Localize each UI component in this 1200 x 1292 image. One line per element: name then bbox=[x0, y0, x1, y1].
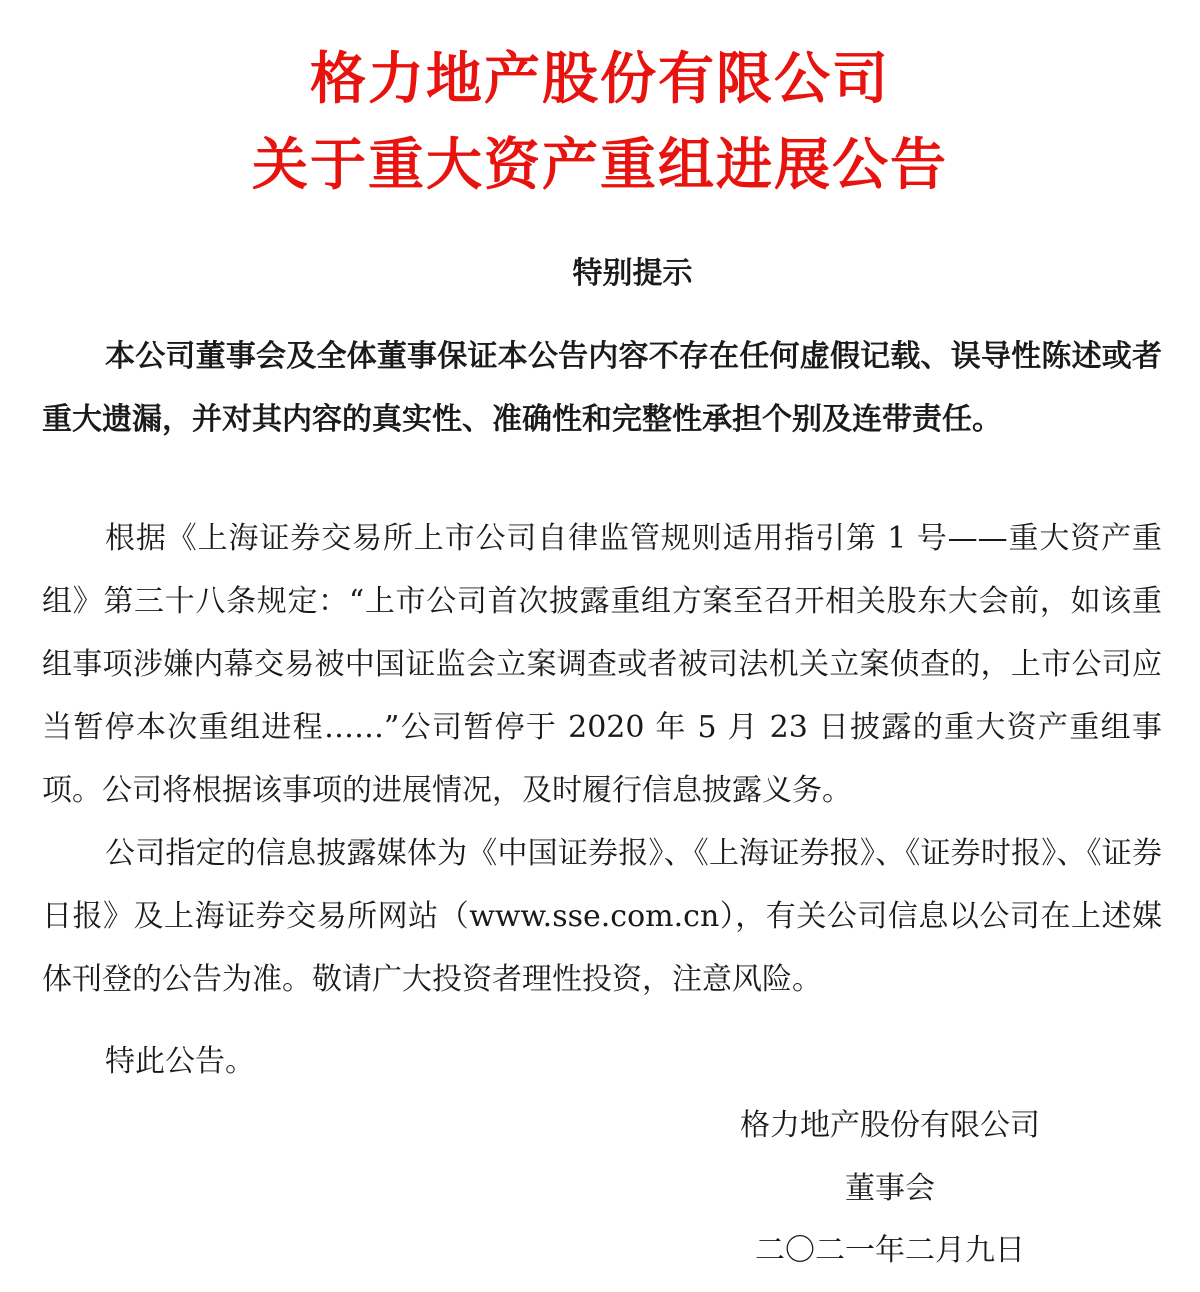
signature-board: 董事会 bbox=[845, 1171, 935, 1206]
body-paragraph-regulation: 根据《上海证券交易所上市公司自律监管规则适用指引第 1 号——重大资产重组》第三十八条规定：“上市公司首次披露重组方案至召开相关股东大会前，如该重组事项涉嫌内幕交易被中国证监会立案调查或者被司法机关立案侦查的，上市公司应当暂停本次重组进程……”公司暂停于 2020 年 5 月 23 日披露的重大资产重组事项。公司将根据该事项的进展情况，及时履行信息披露义务。 bbox=[42, 521, 1162, 808]
board-guarantee-statement: 本公司董事会及全体董事保证本公告内容不存在任何虚假记载、误导性陈述或者重大遗漏，并对其内容的真实性、准确性和完整性承担个别及连带责任。 bbox=[42, 339, 1162, 437]
company-title: 格力地产股份有限公司 bbox=[310, 47, 890, 112]
signature-company: 格力地产股份有限公司 bbox=[740, 1108, 1040, 1143]
body-paragraph-closing: 特此公告。 bbox=[105, 1044, 255, 1079]
body-paragraph-media: 公司指定的信息披露媒体为《中国证券报》、《上海证券报》、《证券时报》、《证券日报》及上海证券交易所网站（www.sse.com.cn），有关公司信息以公司在上述媒体刊登的公告为准。敬请广大投资者理性投资，注意风险。 bbox=[42, 836, 1162, 997]
special-notice-heading: 特别提示 bbox=[572, 256, 693, 291]
signature-date: 二〇二一年二月九日 bbox=[755, 1233, 1025, 1268]
announcement-title: 关于重大资产重组进展公告 bbox=[252, 133, 948, 198]
